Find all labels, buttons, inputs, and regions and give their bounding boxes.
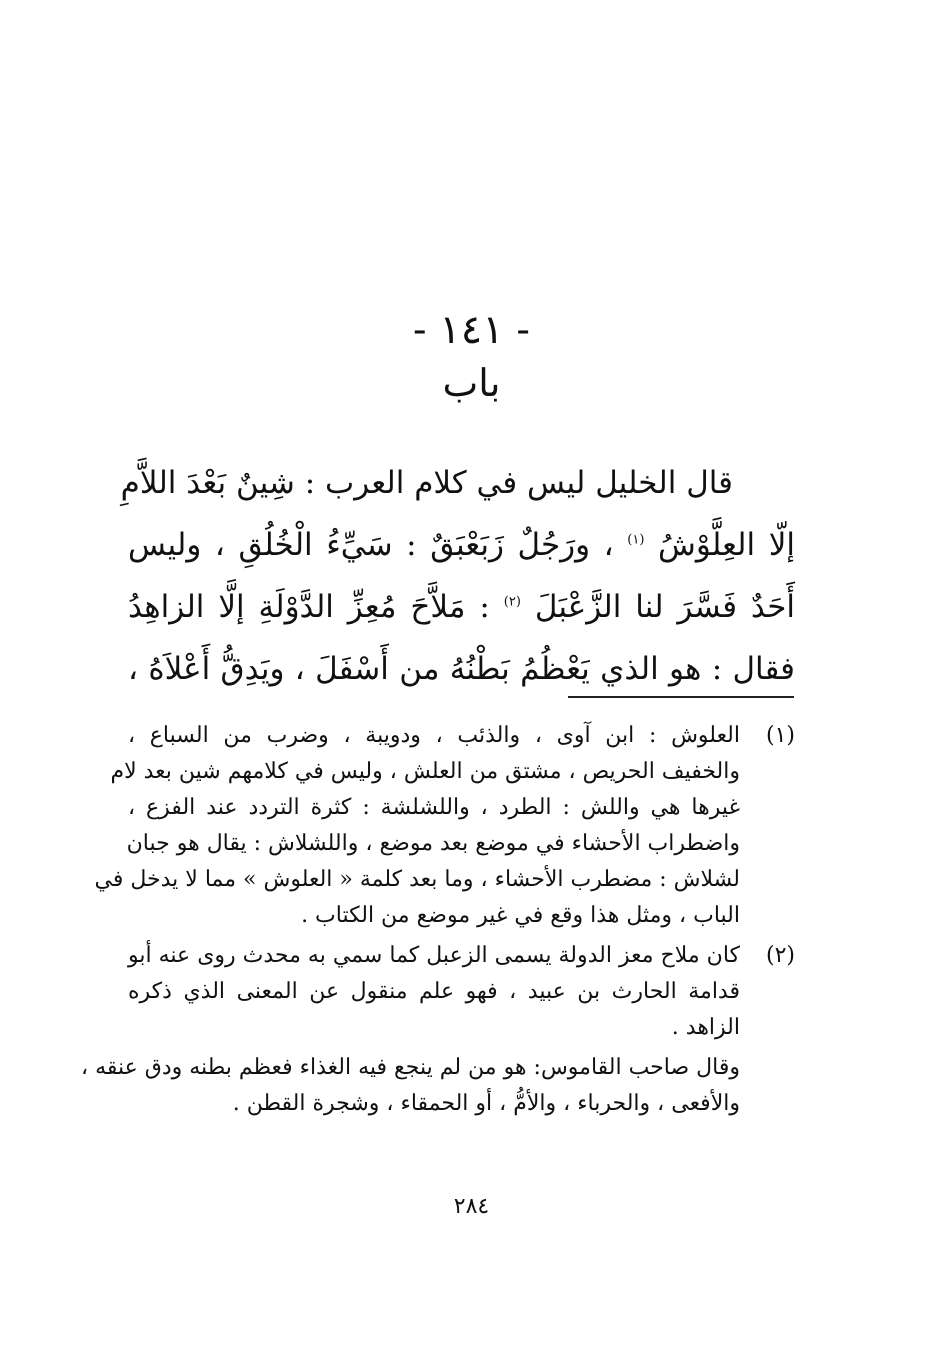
footnote-line: كان ملاح معز الدولة يسمى الزعبل كما سمي به محدث روى عنه أبو	[128, 943, 740, 968]
main-text-segment: فقال : هو الذي يَعْظُمُ بَطْنُهُ من أَسْفَلَ ، ويَدِقُّ أَعْلاَهُ ،	[128, 651, 795, 687]
main-text-line	[128, 514, 795, 576]
footnotes	[81, 718, 795, 1122]
footnote-ref-2: (٢)	[503, 594, 521, 610]
footnote-line: والأفعى ، والحرباء ، والأمُّ ، أو الحمقاء ، وشجرة القطن .	[232, 1091, 740, 1116]
footnote-line: الزاهد .	[671, 1015, 740, 1040]
chapter-number: - ١٤١ -	[413, 307, 530, 353]
main-text-segment: قال الخليل ليس في كلام العرب : شِينٌ بَعْدَ اللاَّمِ	[120, 465, 733, 501]
main-text-segment: أَحَدٌ فَسَّرَ لنا الزَّعْبَلَ	[534, 589, 795, 625]
footnote-line: غيرها هي واللش : الطرد ، واللشلشة : كثرة التردد عند الفزع ،	[128, 795, 740, 820]
footnote-line: لشلاش : مضطرب الأحشاء ، وما بعد كلمة « العلوش » مما لا يدخل في	[94, 867, 740, 892]
chapter-title: باب	[442, 361, 501, 405]
main-text-line	[128, 576, 795, 638]
main-text	[120, 452, 795, 700]
footnote-line: وقال صاحب القاموس: هو من لم ينجع فيه الغذاء فعظم بطنه ودق عنقه ،	[81, 1055, 740, 1080]
footnote-marker: (٢)	[765, 943, 795, 968]
main-text-segment: : مَلاَّحَ مُعِزِّ الدَّوْلَةِ إلَّا الزاهِدُ	[128, 589, 490, 625]
footnote-line: واضطراب الأحشاء في موضع بعد موضع ، واللشلاش : يقال هو جبان	[126, 831, 740, 856]
footnote-line: قدامة الحارث بن عبيد ، فهو علم منقول عن المعنى الذي ذكره	[128, 979, 740, 1004]
footnote-line: الباب ، ومثل هذا وقع في غير موضع من الكتاب .	[301, 903, 740, 928]
footnote-divider	[568, 696, 794, 698]
main-text-segment: إلّا العِلَّوْشُ	[657, 527, 795, 563]
main-text-line	[128, 638, 795, 700]
footnote-1	[94, 718, 795, 934]
footnote-line: العلوش : ابن آوى ، والذئب ، ودويبة ، وضرب من السباع ،	[128, 723, 740, 748]
main-text-segment: ، ورَجُلٌ زَبَعْبَقٌ : سَيِّءُ الْخُلُقِ ، وليس	[128, 527, 614, 563]
footnote-2	[128, 938, 795, 1046]
page-number: ٢٨٤	[453, 1194, 490, 1219]
footnote-marker: (١)	[765, 723, 795, 748]
main-text-line	[120, 452, 795, 514]
footnote-line: والخفيف الحريص ، مشتق من العلش ، وليس في كلامهم شين بعد لام	[110, 759, 740, 784]
footnote-ref-1: (١)	[627, 532, 645, 548]
footnote-quote	[81, 1050, 795, 1122]
